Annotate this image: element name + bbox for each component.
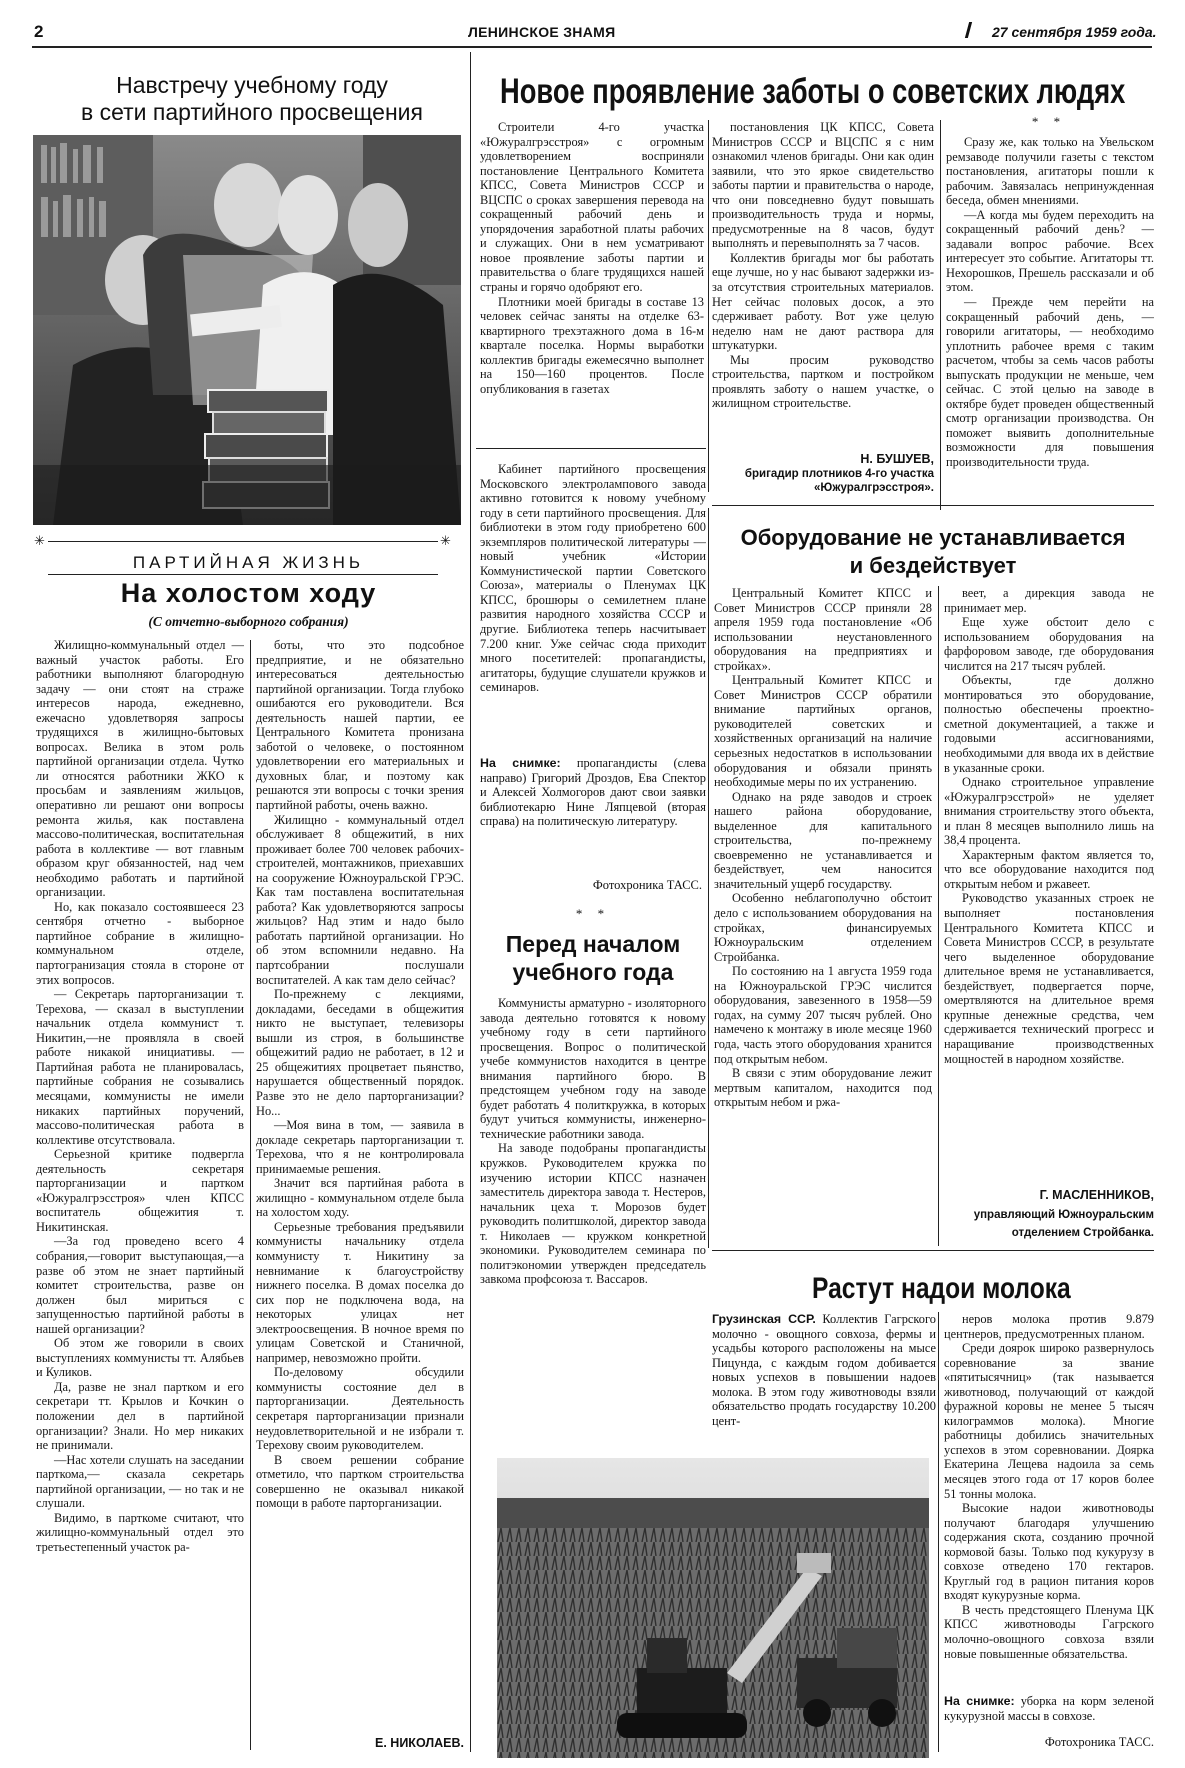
- paragraph: Руководство указанных строек не выполняет постановления Центрального Комитета КПСС и Совета Министров СССР, в результате чего выделенное оборудование длительное время не устанавливается, бездействует, подвергается порче, омертвляются на длительное время крупные денежные средства, чем сдерживается технический прогресс и наращивание производственных мощностей в народном хозяйстве.: [944, 891, 1154, 1066]
- education-title-line2: в сети партийного просвещения: [81, 99, 423, 125]
- paragraph: Высокие надои животноводы получают благодаря улучшению содержания скота, созданию прочной кормовой базы. Только под кукурузу в совхозе отведено 170 гектаров. Круглый год в рацион питания коров входят кукурузные корма.: [944, 1501, 1154, 1603]
- care-signature-role: бригадир плотников 4-го участка «Южуралгрэсстроя».: [744, 468, 934, 494]
- party-life-rule-bottom: [48, 574, 438, 575]
- equipment-title-line2: и бездействует: [849, 553, 1017, 578]
- harvest-photo: [497, 1458, 929, 1758]
- caption-text: уборка на корм зеленой кукурузной массы в совхозе.: [944, 1694, 1154, 1723]
- paragraph: По-прежнему с лекциями, докладами, беседами в общежития никто не выступает, телевизоры вышли из строя, в большинстве общежитий радио не работает, в 12 и 25 общежитиях процветает пьянство, нарушается общественный порядок. Разве это не дело парторганизации? Но...: [256, 987, 464, 1118]
- paragraph: —За год проведено всего 4 собрания,—говорит выступающая,—а разве об этом не знает партийный комитет строительства, разве он должен был мириться с запущенностью партийной работы в нашей организации?: [36, 1234, 244, 1336]
- paragraph: Еще хуже обстоит дело с использованием оборудования на фарфоровом заводе, где оборудования числится на 217 тысяч рублей.: [944, 615, 1154, 673]
- care-col1: [480, 120, 704, 442]
- paragraph: —Нас хотели слушать на заседании парткома,— сказала секретарь партийной организации, — но так и не слушали.: [36, 1452, 244, 1511]
- milk-col2: [944, 1312, 1154, 1692]
- cabinet-col: [480, 462, 706, 752]
- paragraph: боты, что это подсобное предприятие, и не обязательно интересоваться деятельностью партийной организации. Тогда глубоко ошибаются его руководители. Вся деятельность нашей партии, ее Центрального Комитета пронизана заботой о человеке, о постоянном удовлетворении его материальных и духовных благ, и поэтому как решаются эти вопросы с точки зрения партийной работы, очень важно.: [256, 638, 464, 813]
- party-life-col1: [36, 638, 244, 1754]
- paragraph: Плотники моей бригады в составе 13 человек сейчас заняты на отделке 63-квартирного трехэтажного дома в 16-м квартале поселка. Нормы выработки коллектив бригады ежемесячно выполнет на 150—160 процентов. После опубликования в газетах: [480, 294, 704, 396]
- paragraph: Среди доярок широко развернулось соревнование за звание «пятитысячниц» (так называется животновод, получающий от каждой фуражной коровы не менее 5 тысяч килограммов молока). Многие работницы добились значительных успехов в этом соревновании. Доярка Екатерина Лещева надоила за семь месяцев этого года от 17 коров более 51 тонны молока.: [944, 1341, 1154, 1501]
- caption-label: На снимке:: [944, 1694, 1015, 1708]
- equipment-bottom-rule: [712, 1250, 1154, 1251]
- equipment-title: [712, 524, 1154, 580]
- milk-lead: Грузинская ССР.: [712, 1312, 816, 1326]
- paragraph: Жилищно-коммунальный отдел — важный участок работы. Его работники выполняют благородную задачу — они стоят на страже интересов народа, ежедневно, ежечасно удовлетворяя запросы трудящихся в жилищно-бытовых вопросах. Велика в этом роль партийной организации отдела. Чутко ли относятся работники ЖКО к просьбам и заявлениям жильцов, оперативно ли решают они вопросы ремонта жилья, как поставлена массово-политическая, воспитательная работа в коллективе — вот главным образом круг обязанностей, над чем необходимо работать и партийной организации.: [36, 638, 244, 900]
- paragraph: На заводе подобраны пропагандисты кружков. Руководителем кружка по изучению истории КПСС назначен заместитель директора завода т. Нестеров, начальник цеха т. Морозов будет руководить политшколой, директор завода т. Николаев — кружком конкретной экономики. Руководителем семинара по политэкономии утвержден председатель завкома профсоюза т. Вассаров.: [480, 1141, 706, 1287]
- paragraph: Характерным фактом является то, что все оборудование находится под открытым небом и ржавеет.: [944, 847, 1154, 891]
- paragraph: —Моя вина в том, — заявила в докладе секретарь парторганизации т. Терехова, что я не контролировала принимаемые решения.: [256, 1118, 464, 1176]
- paragraph: Жилищно - коммунальный отдел обслуживает 8 общежитий, в них проживает более 700 человек рабочих-строителей, монтажников, приехавших на сооружение Южноуральской ГРЭС. Как там поставлена воспитательная работа? Как удовлетворяются запросы жильцов? Над этим и надо было работать партийной организации. Но об этом вспомнили недавно. На партсобрании послушали воспитателей. А как там дело сейчас?: [256, 812, 464, 987]
- paragraph: В своем решении собрание отметило, что партком строительства совершенно не оказывал никакой помощи в работе парторганизации.: [256, 1452, 464, 1511]
- paragraph: Кабинет партийного просвещения Московского электролампового завода активно готовится к новому учебному году в сети партийного просвещения. Для библиотеки в этом году приобретено 600 экземпляров политической литературы — новый учебник «Истории Коммунистической партии Советского Союза», материалы о Пленумах ЦК КПСС, брошюры о семилетнем плане развития народного хозяйства СССР и другие. Библиотека теперь насчитывает 7.200 книг. Уже сейчас сюда приходит много посетителей: пропагандисты, агитаторы, будущие слушатели кружков и семинаров.: [480, 462, 706, 695]
- education-title-line1: Навстречу учебному году: [116, 72, 388, 98]
- middle-divider: [708, 508, 709, 1248]
- milk-col1-text: Коллектив Гагрского молочно - овощного совхоза, фермы и усадьбы которого расположены на мысе Пицунда, с каждым годом добивается новых успехов в повышении надоев молока. В этом году животноводы взяли обязательство продать государству 10.200 цент-: [712, 1312, 936, 1428]
- paragraph: веет, а дирекция завода не принимает мер.: [944, 586, 1154, 615]
- party-life-signature: Е. НИКОЛАЕВ.: [375, 1736, 464, 1750]
- paragraph: В связи с этим оборудование лежит мертвым капиталом, находится под открытым небом и ржа-: [714, 1066, 932, 1110]
- paragraph: Видимо, в парткоме считают, что жилищно-коммунальный отдел это третьестепенный участок ра-: [36, 1510, 244, 1554]
- right-top-rule: [712, 505, 1154, 506]
- paragraph: По состоянию на 1 августа 1959 года на Южноуральской ГРЭС числится оборудования, завезенного в 1958—59 годах, на сумму 207 тысяч рублей. Оно намечено к монтажу в июле месяце 1960 года, часть этого оборудования хранится под открытым небом.: [714, 964, 932, 1066]
- paragraph: Значит вся партийная работа в жилищно - коммунальном отделе была на холостом ходу.: [256, 1176, 464, 1220]
- equipment-signature: Г. МАСЛЕННИКОВ,: [1039, 1188, 1154, 1202]
- care-col2: [712, 120, 934, 442]
- paragraph: Об этом же говорили в своих выступлениях коммунисты тт. Алябьев и Куликов.: [36, 1336, 244, 1380]
- before-year-title: [480, 930, 706, 986]
- paragraph: Центральный Комитет КПСС и Совет Министров СССР приняли 28 апреля 1959 года постановление «Об использовании неустановленного оборудования на предприятиях и стройках».: [714, 586, 932, 673]
- paragraph: —А когда мы будем переходить на сокращенный рабочий день? — задавали вопрос рабочие. Всех интересует это событие. Агитаторы тт. Нехорошков, Прешель рассказали и об этом.: [946, 207, 1154, 295]
- party-life-title: На холостом ходу: [120, 578, 377, 608]
- newspaper-title: ЛЕНИНСКОЕ ЗНАМЯ: [468, 24, 616, 40]
- paragraph: Коллектив бригады мог бы работать еще лучше, но у нас бывают задержки из-за отсутствия строительных материалов. Нет сейчас половых досок, а это сдерживает работу. Вот уже целую неделю нам не дают раствора для штукатурки.: [712, 250, 934, 353]
- paragraph: Да, разве не знал партком и его секретари тт. Крылов и Кочкин о положении дел в партийной организации? Знали. Но мер никаких не принимали.: [36, 1379, 244, 1453]
- milk-title: Растут надои молока: [812, 1272, 1071, 1305]
- party-life-rubric: ПАРТИЙНАЯ ЖИЗНЬ: [132, 553, 365, 572]
- before-year-col: [480, 996, 706, 1406]
- care-signature: Н. БУШУЕВ,: [860, 452, 934, 466]
- paragraph: Сразу же, как только на Увельском ремзаводе получили газеты с текстом постановления, агитаторы пошли к рабочим. Завязалась непринужденная беседа, обмен мнениями.: [946, 135, 1154, 208]
- care-title: Новое проявление заботы о советских людях: [500, 72, 1126, 111]
- paragraph: В честь предстоящего Пленума ЦК КПСС животноводы Гагрского молочно-овощного совхоза взяли новые повышенные обязательства.: [944, 1602, 1154, 1661]
- before-year-title-line1: Перед началом: [505, 931, 681, 957]
- paragraph: постановления ЦК КПСС, Совета Министров СССР и ВЦСПС я с ним ознакомил членов бригады. Они как один заявили, что это яркое свидетельство заботы партии и правительства о народе, что они повседневно будут повышать производительность труда и нормы, предусмотренные на 8 часов, будут выполнять и перевыполнять за 7 часов.: [712, 120, 934, 251]
- party-life-rule-top: [48, 541, 438, 542]
- equipment-signature-role-2: отделением Стройбанка.: [1011, 1227, 1154, 1239]
- milk-col1: [712, 1312, 936, 1428]
- paragraph: Коммунисты арматурно - изоляторного завода деятельно готовятся к новому учебному году в сети партийного просвещения. Вопрос о политической учебе коммунистов находится в центре внимания партийного бюро. В предстоящем учебном году на заводе будет работать 4 политкружка, в которых будут учиться коммунисты, инженерно-технические работники завода.: [480, 996, 706, 1141]
- agitators-stars: * *: [1031, 114, 1067, 129]
- paragraph: Центральный Комитет КПСС и Совет Министров СССР обратили внимание партийных органов, руководителей советских и хозяйственных организаций на наличие серьезных недостатков в использовании оборудования и обязали принять необходимые меры по их устранению.: [714, 673, 932, 790]
- paragraph: Серьезные требования предъявили коммунисты начальнику отдела коммунисту т. Никитину за невнимание к благоустройству нижнего поселка. В домах поселка до сих пор не подключена вода, на некоторых улицах нет электроосвещения. В ночное время по улицам Советской и Станичной, например, невозможно пройти.: [256, 1219, 464, 1365]
- party-life-subtitle: (С отчетно-выборного собрания): [148, 614, 349, 629]
- paragraph: — Прежде чем перейти на сокращенный рабочий день, — говорили агитаторы, — необходимо уплотнить рабочее время с таким расчетом, чтобы за семь часов работы выпускать продукции не меньше, чем сейчас. С этой целью на заводе в октябре будет проведен общественный смотр организации производства. Он поможет выявить дополнительные возможности для повышения производительности труда.: [946, 295, 1154, 470]
- care-divider: [708, 120, 709, 492]
- party-life-col2: [256, 638, 464, 1732]
- education-title: [40, 72, 464, 126]
- party-life-stars-right: ✳: [440, 534, 451, 549]
- equipment-signature-role-1: управляющий Южноуральским: [973, 1209, 1154, 1221]
- issue-date: 27 сентября 1959 года.: [992, 24, 1157, 40]
- care-bottom-rule: [476, 448, 706, 449]
- cabinet-credit: Фотохроника ТАСС.: [592, 878, 702, 892]
- paragraph: По-деловому обсудили коммунисты состояние дел в парторганизации. Деятельность секретаря парторганизации признали неудовлетворительной и не избрали т. Терехову своим руководителем.: [256, 1365, 464, 1453]
- paragraph: Однако строительное управление «Южуралгрэсстрой» не уделяет внимания строительству этого объекта, и план 8 месяцев выполнило лишь на 38,4 процента.: [944, 775, 1154, 848]
- caption-label: На снимке:: [480, 756, 561, 770]
- party-life-stars: ✳: [34, 534, 45, 549]
- party-life-divider: [250, 640, 251, 1750]
- library-photo: [33, 135, 461, 525]
- agitators-col: [946, 135, 1154, 501]
- paragraph: Однако на ряде заводов и строек нашего района оборудование, выделенное для капитального строительства, по-прежнему своевременно не устанавливается и бездействует, чем наносится значительный ущерб государству.: [714, 789, 932, 891]
- paragraph: Серьезной критике подвергла деятельность секретаря парторганизации и партком «Южуралгрэсстроя» член КПСС воспитатель общежития т. Никитинская.: [36, 1147, 244, 1234]
- paragraph: Особенно неблагополучно обстоит дело с использованием оборудования на стройках, финансируемых Южноуральским отделением Стройбанка.: [714, 891, 932, 964]
- header-rule: [32, 46, 1152, 48]
- paragraph: Строители 4-го участка «Южуралгрэсстроя» с огромным удовлетворением восприняли постановление Центрального Комитета КПСС, Совета Министров СССР и ВЦСПС о сроках завершения перевода на сокращенный рабочий день и упорядочения заработной платы рабочих и служащих. Они в нем усматривают новое проявление заботы партии и правительства о благе трудящихся нашей страны и горячо одобряют его.: [480, 120, 704, 295]
- milk-divider: [938, 1312, 939, 1752]
- caption-text: пропагандисты (слева направо) Григорий Дроздов, Ева Спектор и Алексей Холмогоров дают свои заявки библиотекарю Нине Ляпцевой (вторая справа) на политическую литературу.: [480, 756, 706, 828]
- paragraph: Объекты, где должно монтироваться это оборудование, полностью обеспечены проектно-сметной документацией, а также и годовыми ассигнованиями, необходимыми для ввода их в действие в указанные сроки.: [944, 673, 1154, 775]
- equipment-title-line1: Оборудование не устанавливается: [740, 525, 1126, 550]
- paragraph: неров молока против 9.879 центнеров, предусмотренных планом.: [944, 1312, 1154, 1341]
- column-divider-right: [940, 120, 941, 510]
- before-year-stars: * *: [575, 906, 611, 921]
- paragraph: Но, как показало состоявшееся 23 сентября отчетно - выборное партийное собрание в жилищно-коммунальном отделе, партогранизация стояла в стороне от этих вопросов.: [36, 899, 244, 987]
- paragraph: — Секретарь парторганизации т. Терехова, — сказал в выступлении начальник отдела коммунист т. Никитин,—не проявляла в своей работе никакой инициативы. — Партийная работа не планировалась, партийные собрания не созывались месяцами, коммунисты не имели никаких партийных поручений, массово-политическая работа в коллективе отсутствовала.: [36, 987, 244, 1147]
- column-divider-left: [470, 52, 471, 1752]
- paragraph: Мы просим руководство строительства, партком и постройком проявлять заботу о нашем участке, о жилищном строительстве.: [712, 352, 934, 411]
- equipment-divider: [938, 586, 939, 1246]
- cabinet-caption: [480, 756, 706, 829]
- before-year-title-line2: учебного года: [512, 959, 674, 985]
- milk-caption: [944, 1694, 1154, 1723]
- milk-credit: Фотохроника ТАСС.: [1044, 1735, 1154, 1749]
- page-number: 2: [34, 22, 44, 41]
- equipment-col1: [714, 586, 932, 1246]
- header-mark: [965, 22, 972, 38]
- equipment-col2: [944, 586, 1154, 1182]
